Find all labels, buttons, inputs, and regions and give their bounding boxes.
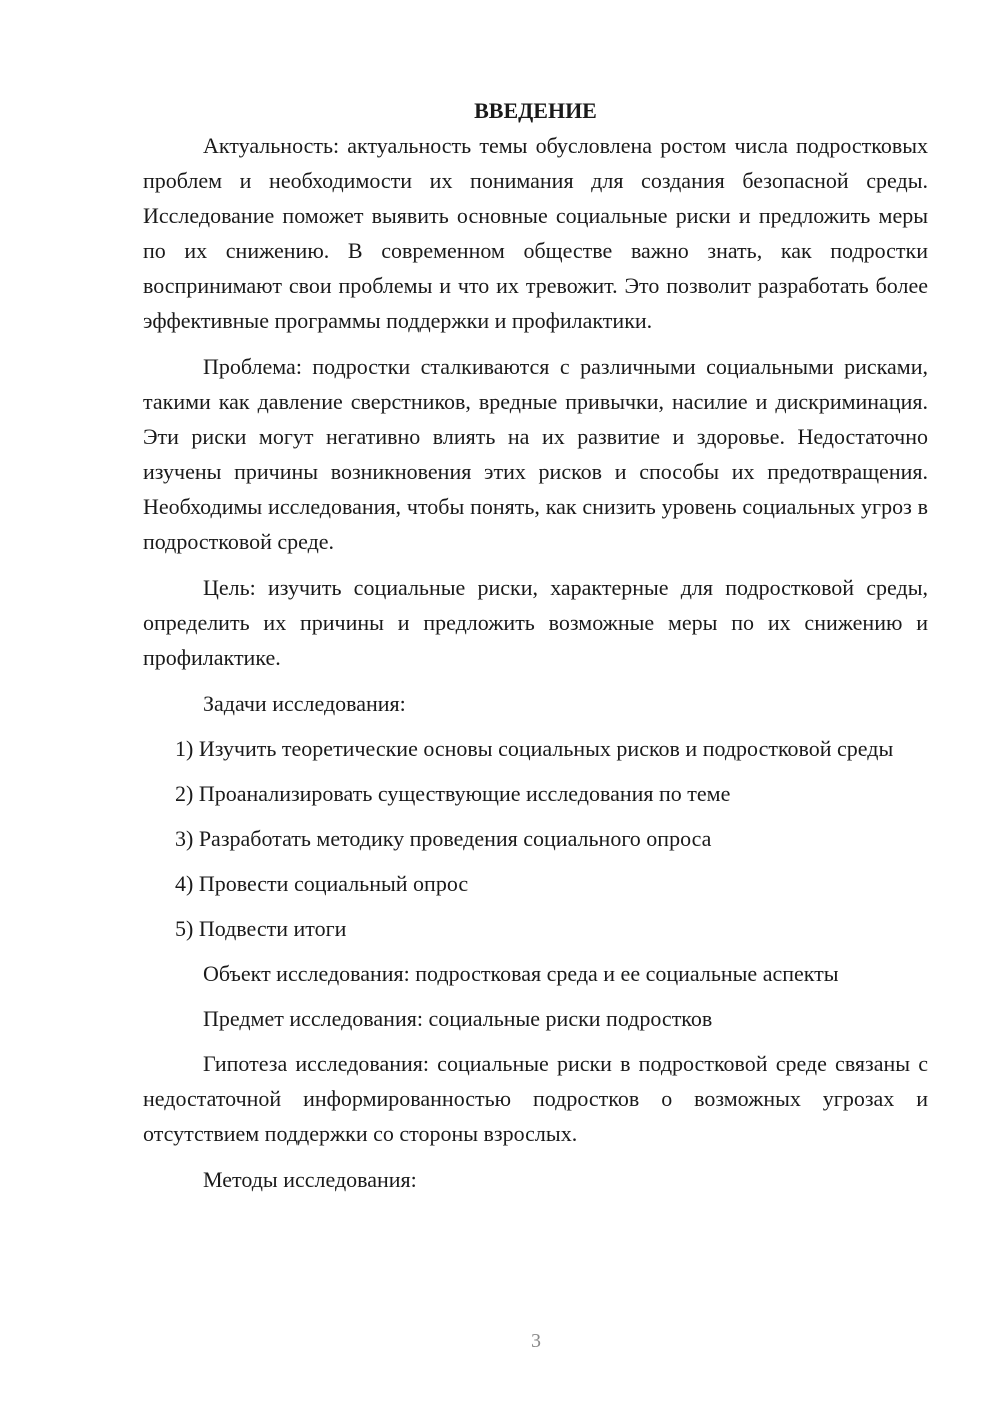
tasks-list bbox=[143, 731, 928, 946]
section-heading: ВВЕДЕНИЕ bbox=[474, 98, 597, 123]
task-item: 1) Изучить теоретические основы социальных рисков и подростковой среды bbox=[175, 736, 894, 761]
page-number: 3 bbox=[531, 1330, 541, 1352]
relevance-paragraph: Актуальность: актуальность темы обусловлена ростом числа подростковых проблем и необходимости их понимания для создания безопасной среды. Исследование поможет выявить основные социальные риски и предложить меры по их снижению. В современном обществе важно знать, как подростки воспринимают свои проблемы и что их тревожит. Это позволит разработать более эффективные программы поддержки и профилактики. bbox=[143, 133, 928, 333]
page-content bbox=[143, 93, 928, 1207]
subject-line: Предмет исследования: социальные риски подростков bbox=[203, 1006, 713, 1031]
task-item: 2) Проанализировать существующие исследования по теме bbox=[175, 781, 731, 806]
object-line: Объект исследования: подростковая среда и ее социальные аспекты bbox=[203, 961, 839, 986]
task-item: 5) Подвести итоги bbox=[175, 916, 347, 941]
problem-paragraph: Проблема: подростки сталкиваются с различными социальными рисками, такими как давление сверстников, вредные привычки, насилие и дискриминация. Эти риски могут негативно влиять на их развитие и здоровье. Недостаточно изучены причины возникновения этих рисков и способы их предотвращения. Необходимы исследования, чтобы понять, как снизить уровень социальных угроз в подростковой среде. bbox=[143, 354, 928, 554]
methods-heading: Методы исследования: bbox=[203, 1167, 417, 1192]
task-item: 4) Провести социальный опрос bbox=[175, 871, 469, 896]
task-item: 3) Разработать методику проведения социального опроса bbox=[175, 826, 712, 851]
goal-paragraph: Цель: изучить социальные риски, характерные для подростковой среды, определить их причины и предложить возможные меры по их снижению и профилактике. bbox=[143, 575, 928, 670]
hypothesis-paragraph: Гипотеза исследования: социальные риски в подростковой среде связаны с недостаточной информированностью подростков о возможных угрозах и отсутствием поддержки со стороны взрослых. bbox=[143, 1051, 928, 1146]
tasks-heading: Задачи исследования: bbox=[203, 691, 406, 716]
